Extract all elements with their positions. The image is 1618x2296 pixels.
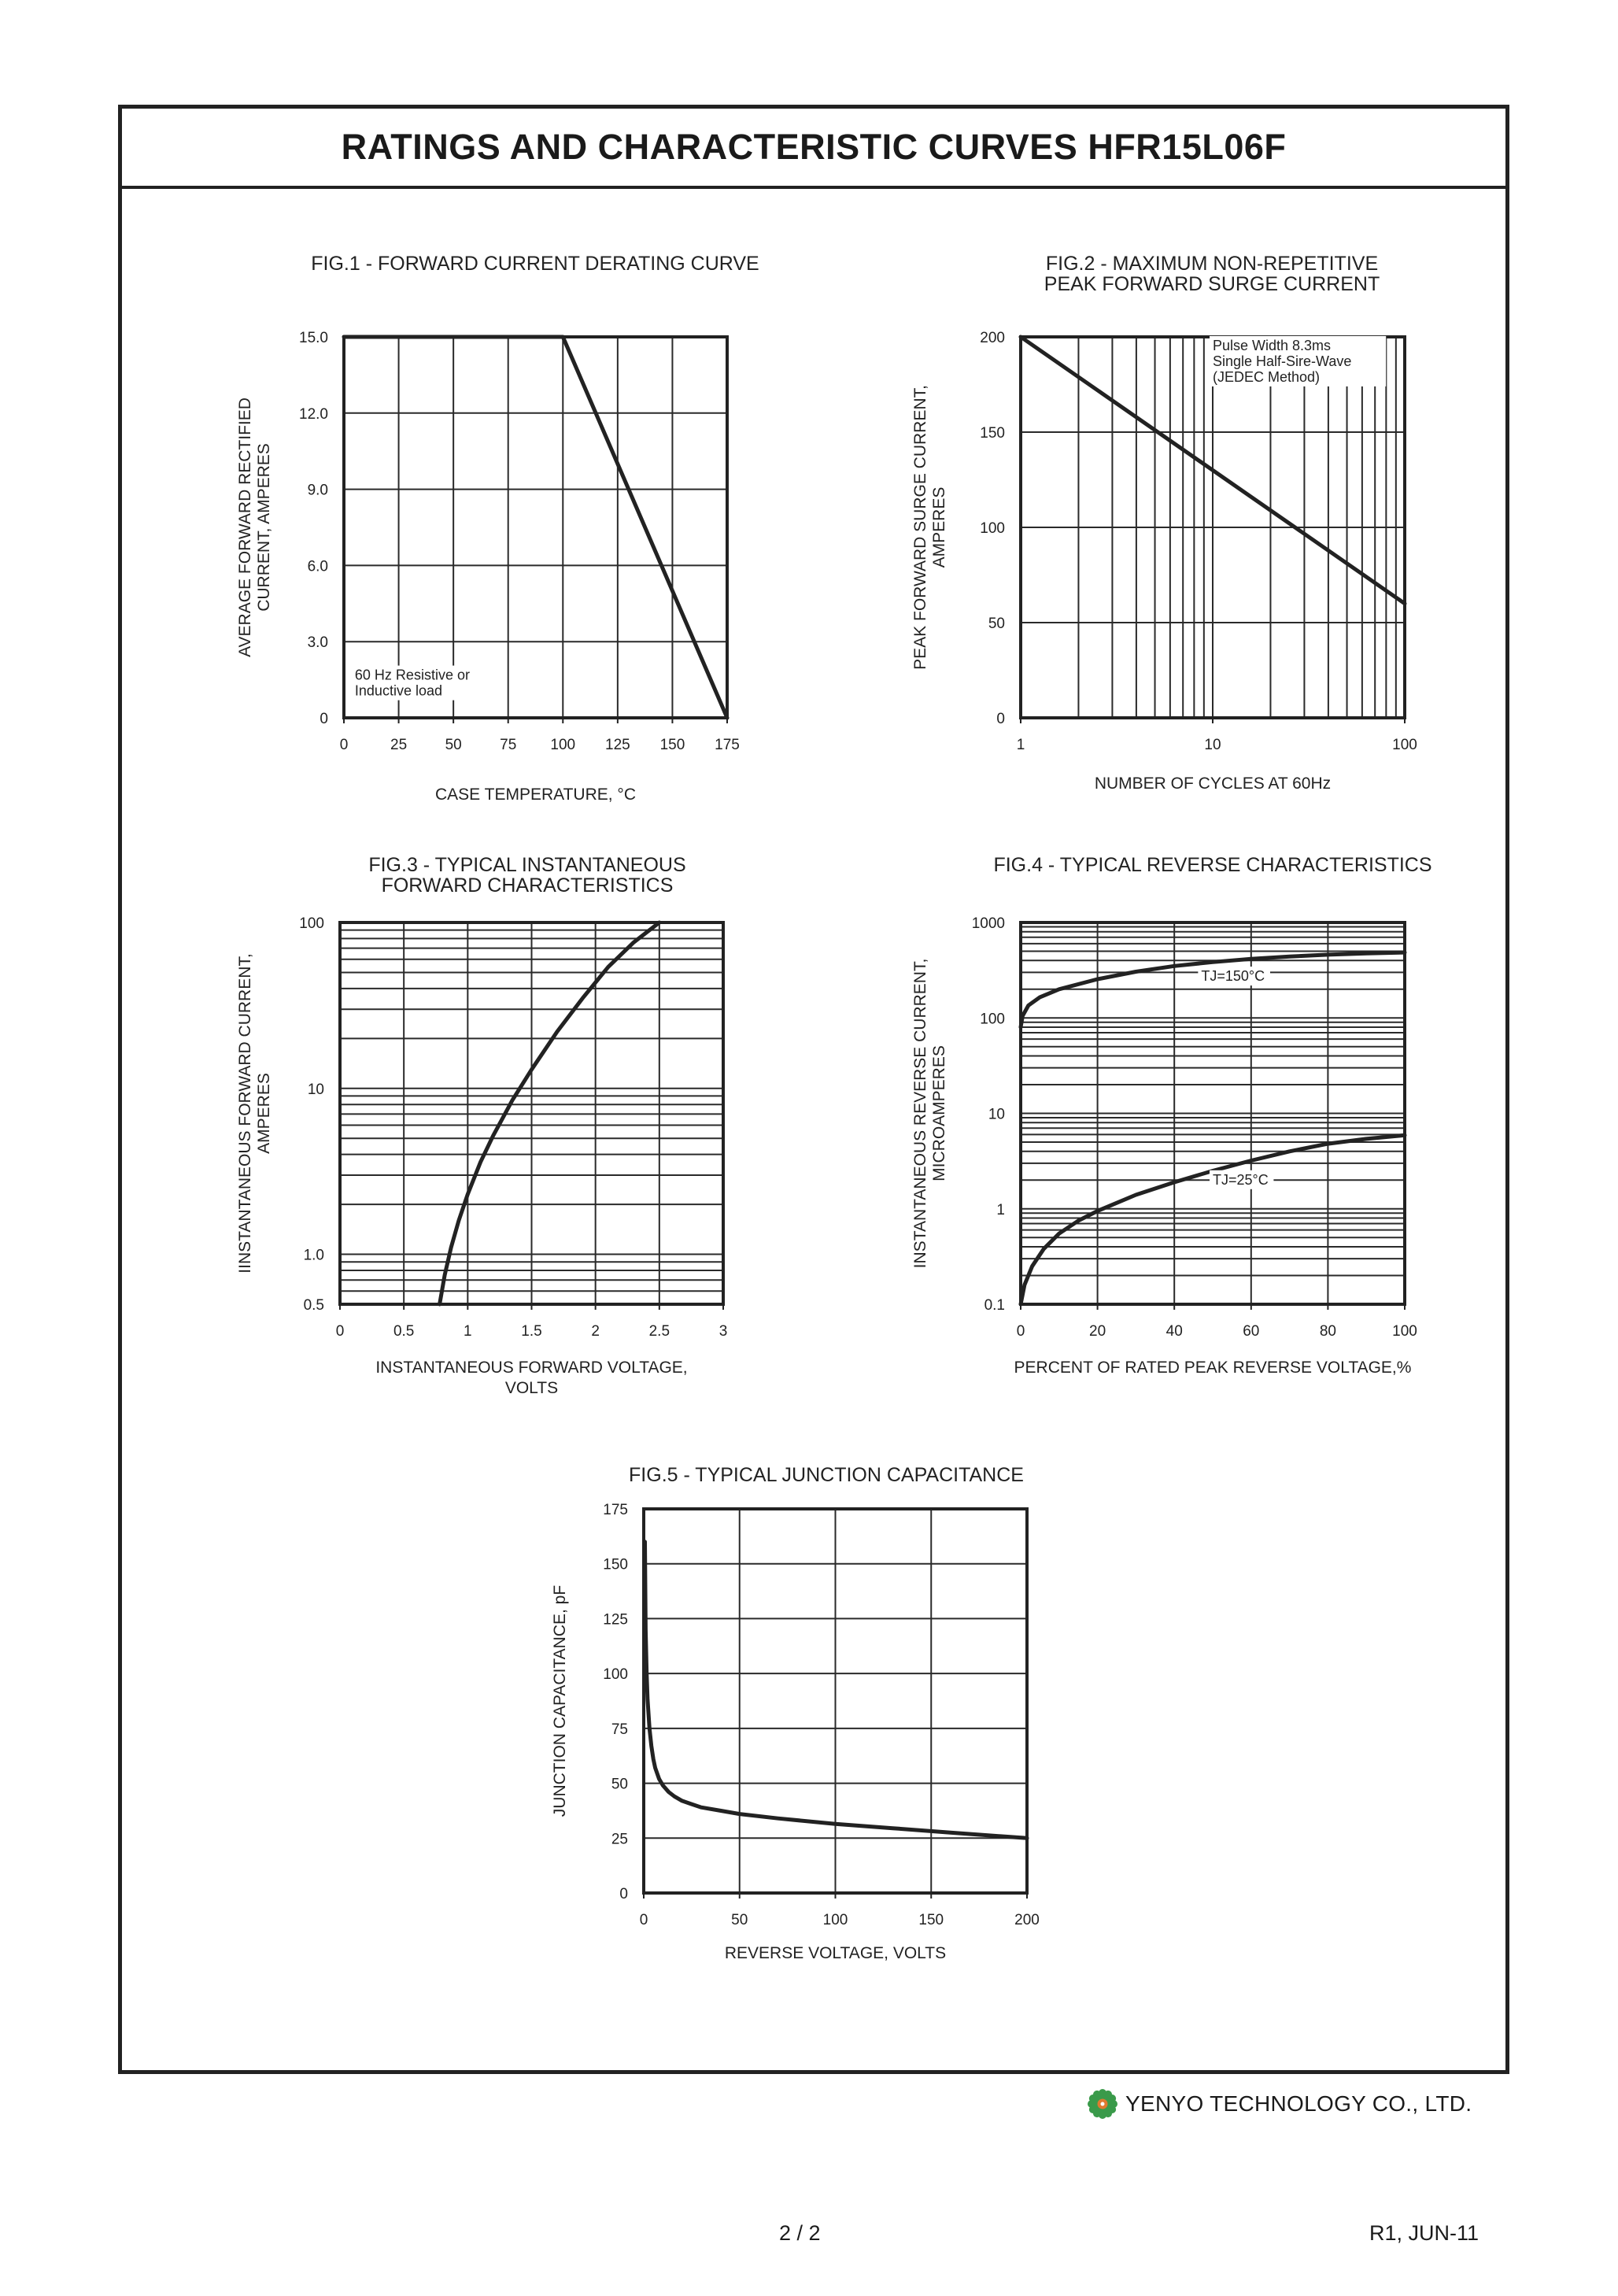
fig2-grid — [1021, 337, 1405, 718]
fig1-annotation-0: Inductive load — [354, 682, 442, 699]
fig3-y-tick-label: 0.5 — [303, 1297, 324, 1314]
fig1-x-tick-label: 150 — [659, 737, 685, 753]
fig2-y-tick-label: 100 — [980, 520, 1005, 537]
fig5-chart — [551, 1464, 1040, 1962]
fig3-x-tick-label: 2.5 — [648, 1323, 670, 1340]
fig4-y-axis-label: MICROAMPERES — [930, 1045, 948, 1181]
fig5-x-tick-label: 100 — [822, 1912, 848, 1928]
fig4-x-axis-label: PERCENT OF RATED PEAK REVERSE VOLTAGE,% — [1014, 1359, 1412, 1377]
fig3-y-tick-label: 10 — [307, 1081, 324, 1098]
fig3-x-tick-label: 1.5 — [521, 1323, 542, 1340]
fig1-y-tick-label: 6.0 — [307, 558, 328, 575]
fig5-y-tick-label: 175 — [603, 1502, 628, 1518]
fig3-x-tick-label: 0 — [335, 1323, 345, 1340]
fig1-plot-frame — [344, 337, 727, 718]
fig5-title: FIG.5 - TYPICAL JUNCTION CAPACITANCE — [629, 1464, 1024, 1486]
fig1-y-tick-label: 3.0 — [307, 634, 328, 652]
fig3-title: FORWARD CHARACTERISTICS — [381, 874, 674, 897]
fig1-x-tick-label: 50 — [445, 737, 462, 753]
page-number: 2 / 2 — [779, 2221, 821, 2245]
fig5-y-tick-label: 75 — [611, 1721, 628, 1738]
fig2-annotation-0: (JEDEC Method) — [1213, 368, 1321, 385]
fig5-x-tick-label: 0 — [639, 1912, 648, 1928]
fig2-annotation-0: Single Half-Sire-Wave — [1213, 353, 1352, 369]
fig3-x-tick-label: 1 — [464, 1323, 472, 1340]
fig5-y-tick-label: 25 — [611, 1831, 628, 1848]
fig1-annotation-0: 60 Hz Resistive or — [354, 667, 470, 683]
fig2-chart — [911, 253, 1417, 793]
fig1-y-axis-label: CURRENT, AMPERES — [255, 443, 273, 612]
fig1-y-axis-label: AVERAGE FORWARD RECTIFIED — [236, 397, 254, 657]
fig1-x-tick-label: 175 — [715, 737, 740, 753]
fig1-y-tick-label: 0 — [320, 711, 328, 727]
fig3-x-tick-label: 0.5 — [393, 1323, 415, 1340]
fig2-y-tick-label: 200 — [980, 330, 1005, 346]
fig3-x-axis-label: INSTANTANEOUS FORWARD VOLTAGE, — [375, 1359, 688, 1377]
fig4-y-tick-label: 0.1 — [984, 1297, 1005, 1314]
fig5-y-tick-label: 150 — [603, 1556, 628, 1573]
fig3-y-tick-label: 1.0 — [303, 1247, 324, 1264]
fig3-x-tick-label: 2 — [591, 1323, 600, 1340]
fig4-y-axis-label: INSTANTANEOUS REVERSE CURRENT, — [911, 958, 929, 1269]
fig2-y-tick-label: 0 — [996, 711, 1005, 727]
fig3-x-axis-label: VOLTS — [504, 1379, 559, 1397]
fig5-y-tick-label: 50 — [611, 1776, 628, 1793]
fig4-chart — [911, 854, 1432, 1377]
fig2-x-tick-label: 100 — [1392, 737, 1417, 753]
fig4-x-tick-label: 20 — [1089, 1323, 1106, 1340]
fig5-x-tick-label: 50 — [731, 1912, 748, 1928]
fig2-x-tick-label: 1 — [1016, 737, 1025, 753]
fig1-series-line-0 — [344, 337, 727, 718]
revision-date: R1, JUN-11 — [1369, 2221, 1479, 2245]
fig1-x-tick-label: 25 — [390, 737, 408, 753]
fig4-x-tick-label: 80 — [1319, 1323, 1336, 1340]
fig4-x-tick-label: 100 — [1392, 1323, 1417, 1340]
fig5-y-tick-label: 100 — [603, 1666, 628, 1684]
fig1-y-tick-label: 9.0 — [307, 482, 328, 499]
fig2-title: PEAK FORWARD SURGE CURRENT — [1044, 273, 1380, 295]
fig3-x-tick-label: 3 — [718, 1323, 728, 1340]
fig5-x-tick-label: 150 — [918, 1912, 944, 1928]
fig1-x-axis-label: CASE TEMPERATURE, °C — [435, 786, 636, 804]
fig4-annotation-0: TJ=150°C — [1201, 968, 1265, 985]
fig2-y-tick-label: 50 — [988, 616, 1005, 632]
fig5-y-tick-label: 125 — [603, 1611, 628, 1629]
fig1-x-tick-label: 100 — [550, 737, 576, 753]
fig2-y-axis-label: AMPERES — [930, 486, 948, 568]
page-title: RATINGS AND CHARACTERISTIC CURVES HFR15L06F — [341, 127, 1287, 167]
fig1-x-tick-label: 75 — [500, 737, 517, 753]
fig3-chart — [236, 854, 727, 1397]
fig2-annotation-0: Pulse Width 8.3ms — [1213, 337, 1332, 353]
fig3-title: FIG.3 - TYPICAL INSTANTANEOUS — [368, 854, 686, 876]
fig2-x-axis-label: NUMBER OF CYCLES AT 60Hz — [1094, 775, 1332, 793]
fig1-x-tick-label: 0 — [339, 737, 349, 753]
fig2-y-axis-label: PEAK FORWARD SURGE CURRENT, — [911, 385, 929, 670]
fig5-y-axis-label: JUNCTION CAPACITANCE, pF — [551, 1584, 569, 1817]
fig4-x-tick-label: 60 — [1243, 1323, 1260, 1340]
fig2-x-tick-label: 10 — [1204, 737, 1221, 753]
fig4-title: FIG.4 - TYPICAL REVERSE CHARACTERISTICS — [993, 854, 1432, 876]
fig4-y-tick-label: 1 — [996, 1201, 1005, 1218]
fig1-x-tick-label: 125 — [605, 737, 630, 753]
fig3-y-axis-label: IINSTANTANEOUS FORWARD CURRENT, — [236, 953, 254, 1274]
fig3-y-axis-label: AMPERES — [255, 1073, 273, 1154]
fig4-annotation-1: TJ=25°C — [1213, 1171, 1269, 1188]
fig4-x-tick-label: 0 — [1016, 1323, 1025, 1340]
fig4-series-line-1 — [1021, 1135, 1405, 1304]
fig4-x-tick-label: 40 — [1165, 1323, 1183, 1340]
fig3-y-tick-label: 100 — [299, 915, 324, 932]
fig2-title: FIG.2 - MAXIMUM NON-REPETITIVE — [1045, 253, 1379, 275]
fig2-y-tick-label: 150 — [980, 425, 1005, 442]
company-name: YENYO TECHNOLOGY CO., LTD. — [1125, 2091, 1472, 2116]
fig4-y-tick-label: 1000 — [971, 915, 1005, 932]
fig1-chart — [236, 253, 759, 804]
fig1-y-tick-label: 12.0 — [299, 405, 328, 423]
fig1-grid — [344, 337, 727, 718]
fig3-grid — [340, 922, 723, 1304]
company-footer — [1086, 2087, 1472, 2120]
fig1-y-tick-label: 15.0 — [299, 330, 328, 346]
fig4-y-tick-label: 100 — [980, 1011, 1005, 1028]
gear-flower-logo-icon — [1086, 2087, 1119, 2120]
fig5-x-tick-label: 200 — [1014, 1912, 1040, 1928]
fig4-y-tick-label: 10 — [988, 1106, 1005, 1123]
fig1-title: FIG.1 - FORWARD CURRENT DERATING CURVE — [311, 253, 759, 275]
fig5-y-tick-label: 0 — [619, 1886, 628, 1902]
fig5-x-axis-label: REVERSE VOLTAGE, VOLTS — [724, 1944, 947, 1962]
